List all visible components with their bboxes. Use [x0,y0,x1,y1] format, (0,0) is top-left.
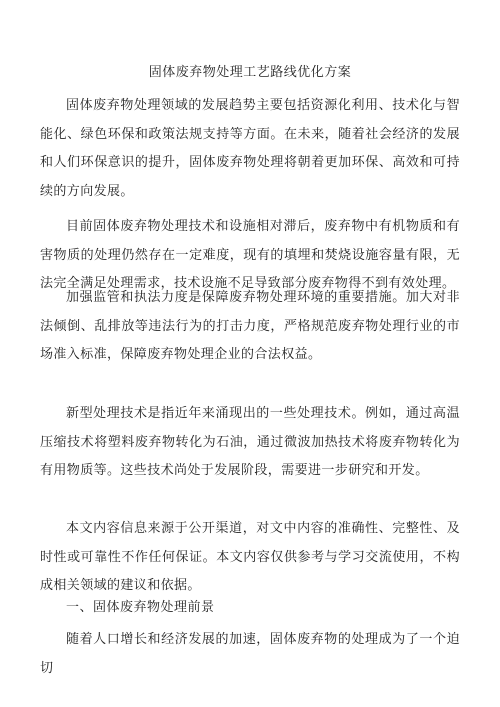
paragraph-current-situation: 目前固体废弃物处理技术和设施相对滞后，废弃物中有机物质和有害物质的处理仍然存在一定难度，现有的填埋和焚烧设施容量有限，无法完全满足处理需求，技术设施不足导致部分废弃物得不到有效处理。 [40,219,460,292]
paragraph-disclaimer: 本文内容信息来源于公开渠道，对文中内容的准确性、完整性、及时性或可靠性不作任何保证。本文内容仅供参考与学习交流使用，不构成相关领域的建议和依据。 [40,521,460,594]
paragraph-development-trends: 固体废弃物处理领域的发展趋势主要包括资源化利用、技术化与智能化、绿色环保和政策法规支持等方面。在未来，随着社会经济的发展和人们环保意识的提升，固体废弃物处理将朝着更加环保、高效和可持续的方向发展。 [40,98,460,199]
section-paragraph: 随着人口增长和经济发展的加速，固体废弃物的处理成为了一个迫切 [40,632,460,676]
section-heading: 一、固体废弃物处理前景 [66,600,215,615]
paragraph-supervision: 加强监管和执法力度是保障废弃物处理环境的重要措施。加大对非法倾倒、乱排放等违法行为的打击力度，严格规范废弃物处理行业的市场准入标准，保障废弃物处理企业的合法权益。 [40,290,460,363]
document-title: 固体废弃物处理工艺路线优化方案 [148,65,352,80]
paragraph-new-technologies: 新型处理技术是指近年来涌现出的一些处理技术。例如，通过高温压缩技术将塑料废弃物转化为石油，通过微波加热技术将废弃物转化为有用物质等。这些技术尚处于发展阶段，需要进一步研究和开发。 [40,406,460,479]
